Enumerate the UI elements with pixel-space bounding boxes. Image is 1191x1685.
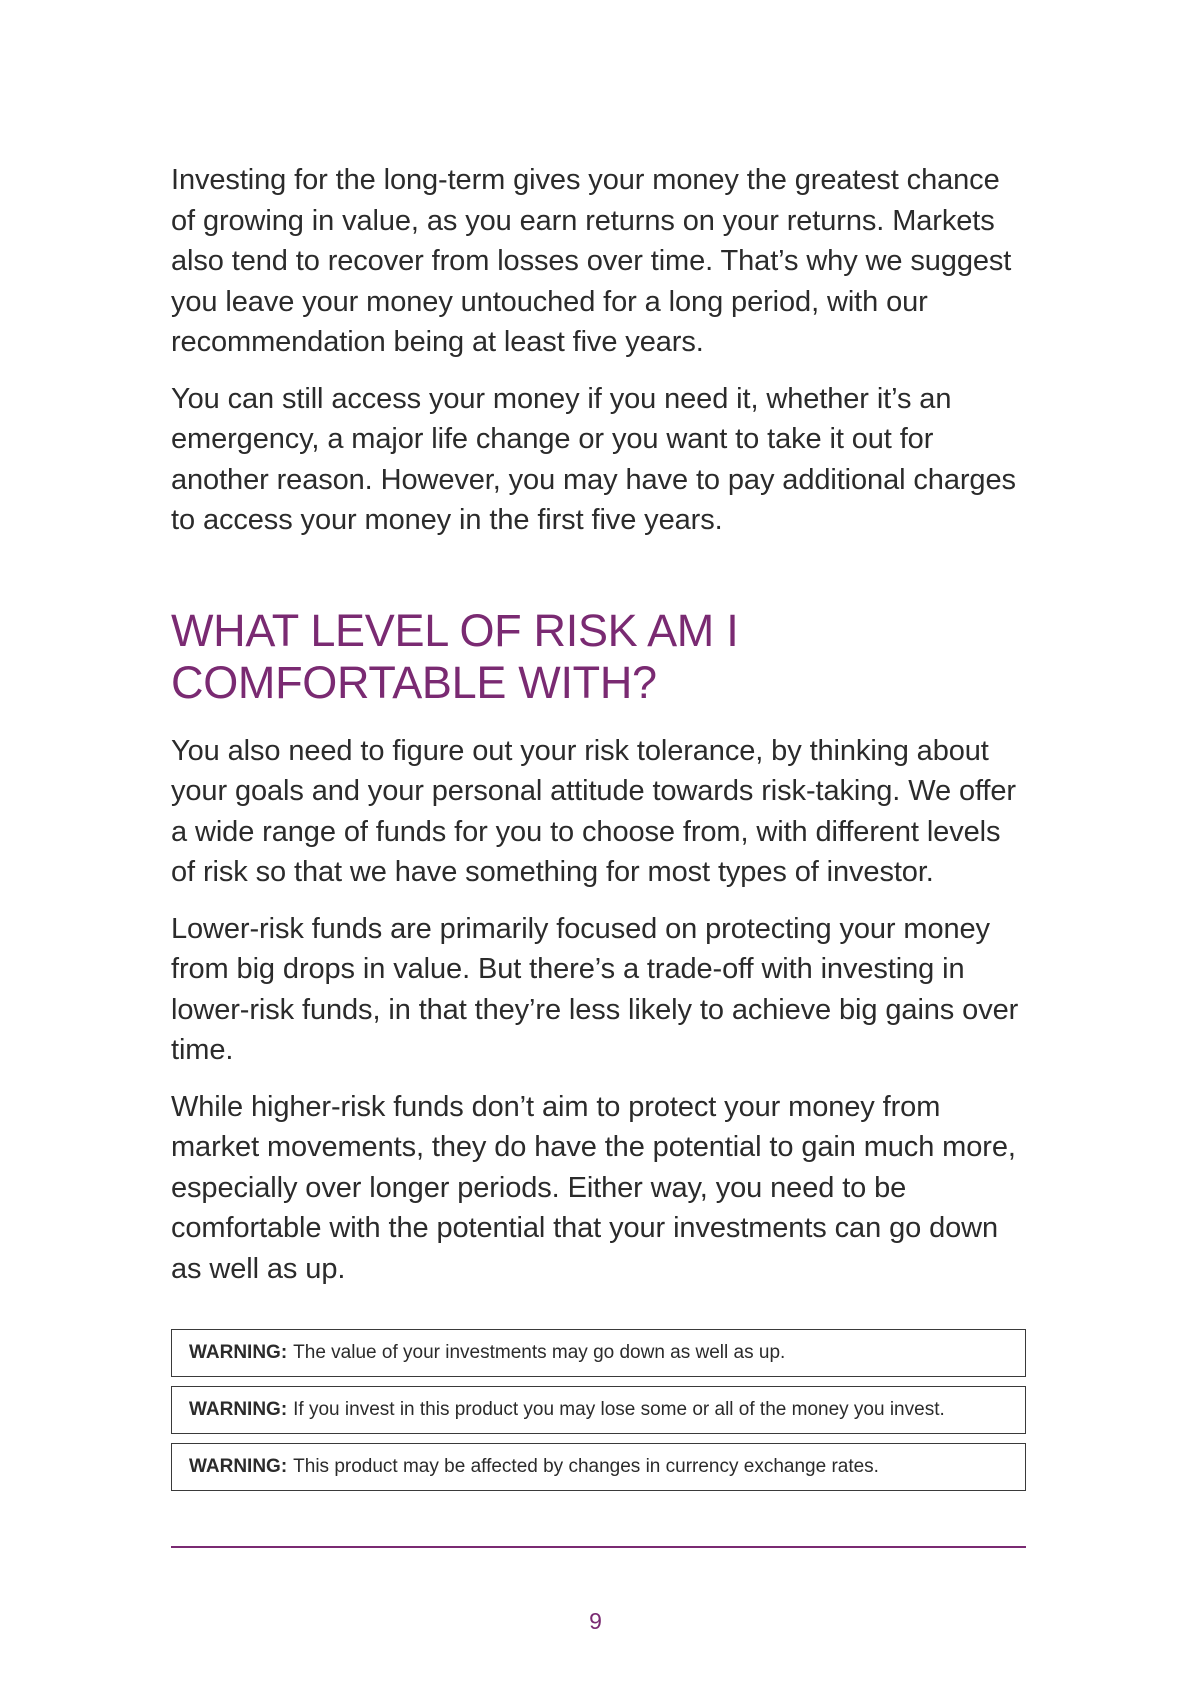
page-number: 9 — [589, 1608, 602, 1634]
section-paragraph-2: Lower-risk funds are primarily focused on protecting your money from big drops in value. But there’s a trade-off with investing in lower-risk funds, in that they’re less likely to achieve big gains over time. — [171, 912, 1019, 1066]
warning-box — [171, 1443, 1026, 1491]
warning-box — [171, 1329, 1026, 1377]
intro-paragraph-2: You can still access your money if you need it, whether it’s an emergency, a major life change or you want to take it out for another reason. However, you may have to pay additional charges to access your money in the first five years. — [171, 382, 1016, 536]
section-heading — [171, 605, 1026, 709]
section-heading-line-1: WHAT LEVEL OF RISK AM I — [171, 604, 739, 656]
warning-text: If you invest in this product you may lose some or all of the money you invest. — [293, 1399, 945, 1420]
warning-label: WARNING: — [189, 1456, 288, 1477]
intro-paragraph-1: Investing for the long-term gives your money the greatest chance of growing in value, as you earn returns on your returns. Markets also tend to recover from losses over time. That’s why we suggest you leave your money untouched for a long period, with our recommendation being at least five years. — [171, 164, 1012, 358]
warning-box — [171, 1386, 1026, 1434]
warning-text: The value of your investments may go down as well as up. — [293, 1342, 786, 1363]
warning-text: This product may be affected by changes in currency exchange rates. — [293, 1456, 879, 1477]
warnings-list — [171, 1329, 1026, 1491]
footer-divider — [171, 1546, 1026, 1548]
warning-label: WARNING: — [189, 1399, 288, 1420]
warning-label: WARNING: — [189, 1342, 288, 1363]
section-heading-line-2: COMFORTABLE WITH? — [171, 656, 657, 708]
page-content — [171, 160, 1026, 1500]
section-paragraph-1: You also need to figure out your risk tolerance, by thinking about your goals and your personal attitude towards risk-taking. We offer a wide range of funds for you to choose from, with different levels of risk so that we have something for most types of investor. — [171, 734, 1016, 888]
section-paragraph-3: While higher-risk funds don’t aim to protect your money from market movements, they do have the potential to gain much more, especially over longer periods. Either way, you need to be comfortable with the potential that your investments can go down as well as up. — [171, 1090, 1016, 1285]
